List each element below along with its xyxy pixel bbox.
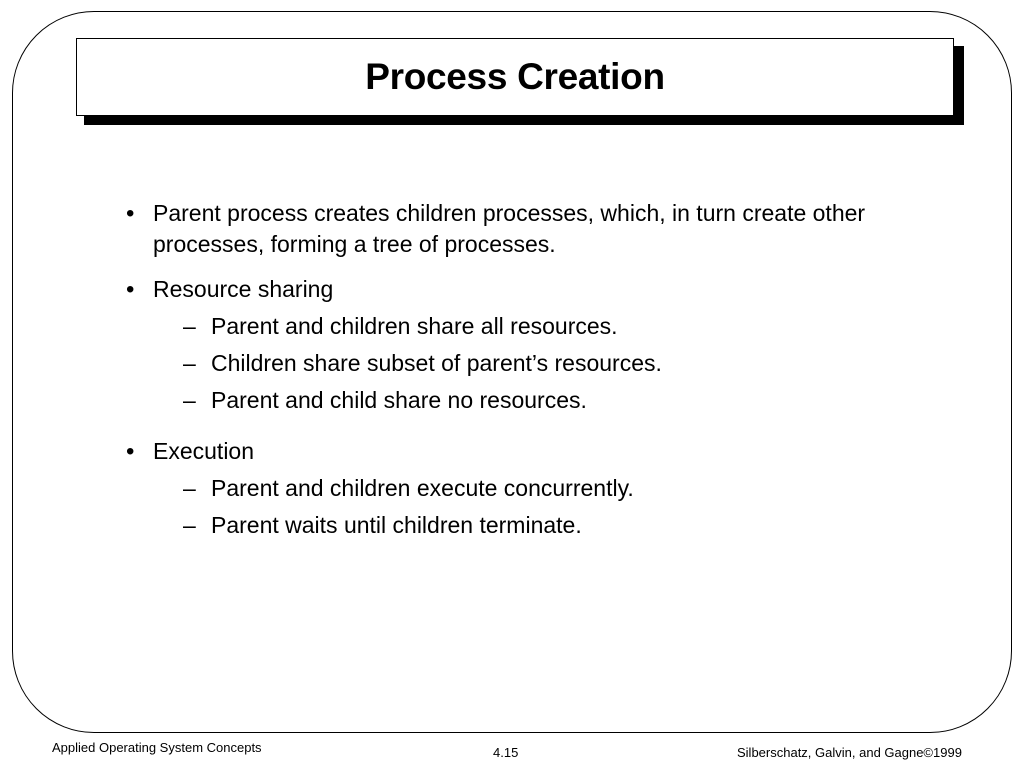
bullet-text: Resource sharing bbox=[153, 276, 334, 302]
bullet-text: Execution bbox=[153, 438, 255, 464]
sub-item-text: Parent and children execute concurrently. bbox=[211, 475, 634, 501]
sub-item bbox=[183, 510, 926, 541]
bullet-marker: • bbox=[126, 276, 135, 303]
bullet-marker: • bbox=[126, 438, 135, 465]
bullet-item bbox=[126, 436, 926, 547]
dash-marker: – bbox=[183, 350, 196, 376]
dash-marker: – bbox=[183, 313, 196, 339]
sub-item-text: Children share subset of parent’s resources. bbox=[211, 350, 662, 376]
sub-item-text: Parent and child share no resources. bbox=[211, 387, 587, 413]
bullet-text: Parent process creates children processes, which, in turn create other processes, forming a tree of processes. bbox=[153, 200, 866, 257]
bullet-list bbox=[126, 198, 926, 561]
footer-copyright: Silberschatz, Galvin, and Gagne©1999 bbox=[737, 745, 962, 760]
dash-marker: – bbox=[183, 387, 196, 413]
sub-list bbox=[153, 473, 926, 541]
footer-page-number: 4.15 bbox=[493, 745, 519, 760]
slide-title: Process Creation bbox=[365, 56, 665, 97]
bullet-item bbox=[126, 198, 926, 260]
sub-item bbox=[183, 385, 926, 416]
sub-list bbox=[153, 311, 926, 416]
bullet-item bbox=[126, 274, 926, 422]
title-box bbox=[76, 38, 954, 116]
dash-marker: – bbox=[183, 475, 196, 501]
sub-item-text: Parent and children share all resources. bbox=[211, 313, 618, 339]
footer-course-title: Applied Operating System Concepts bbox=[52, 740, 262, 755]
sub-item bbox=[183, 348, 926, 379]
sub-item-text: Parent waits until children terminate. bbox=[211, 512, 582, 538]
sub-item bbox=[183, 473, 926, 504]
sub-item bbox=[183, 311, 926, 342]
bullet-marker: • bbox=[126, 200, 135, 227]
dash-marker: – bbox=[183, 512, 196, 538]
